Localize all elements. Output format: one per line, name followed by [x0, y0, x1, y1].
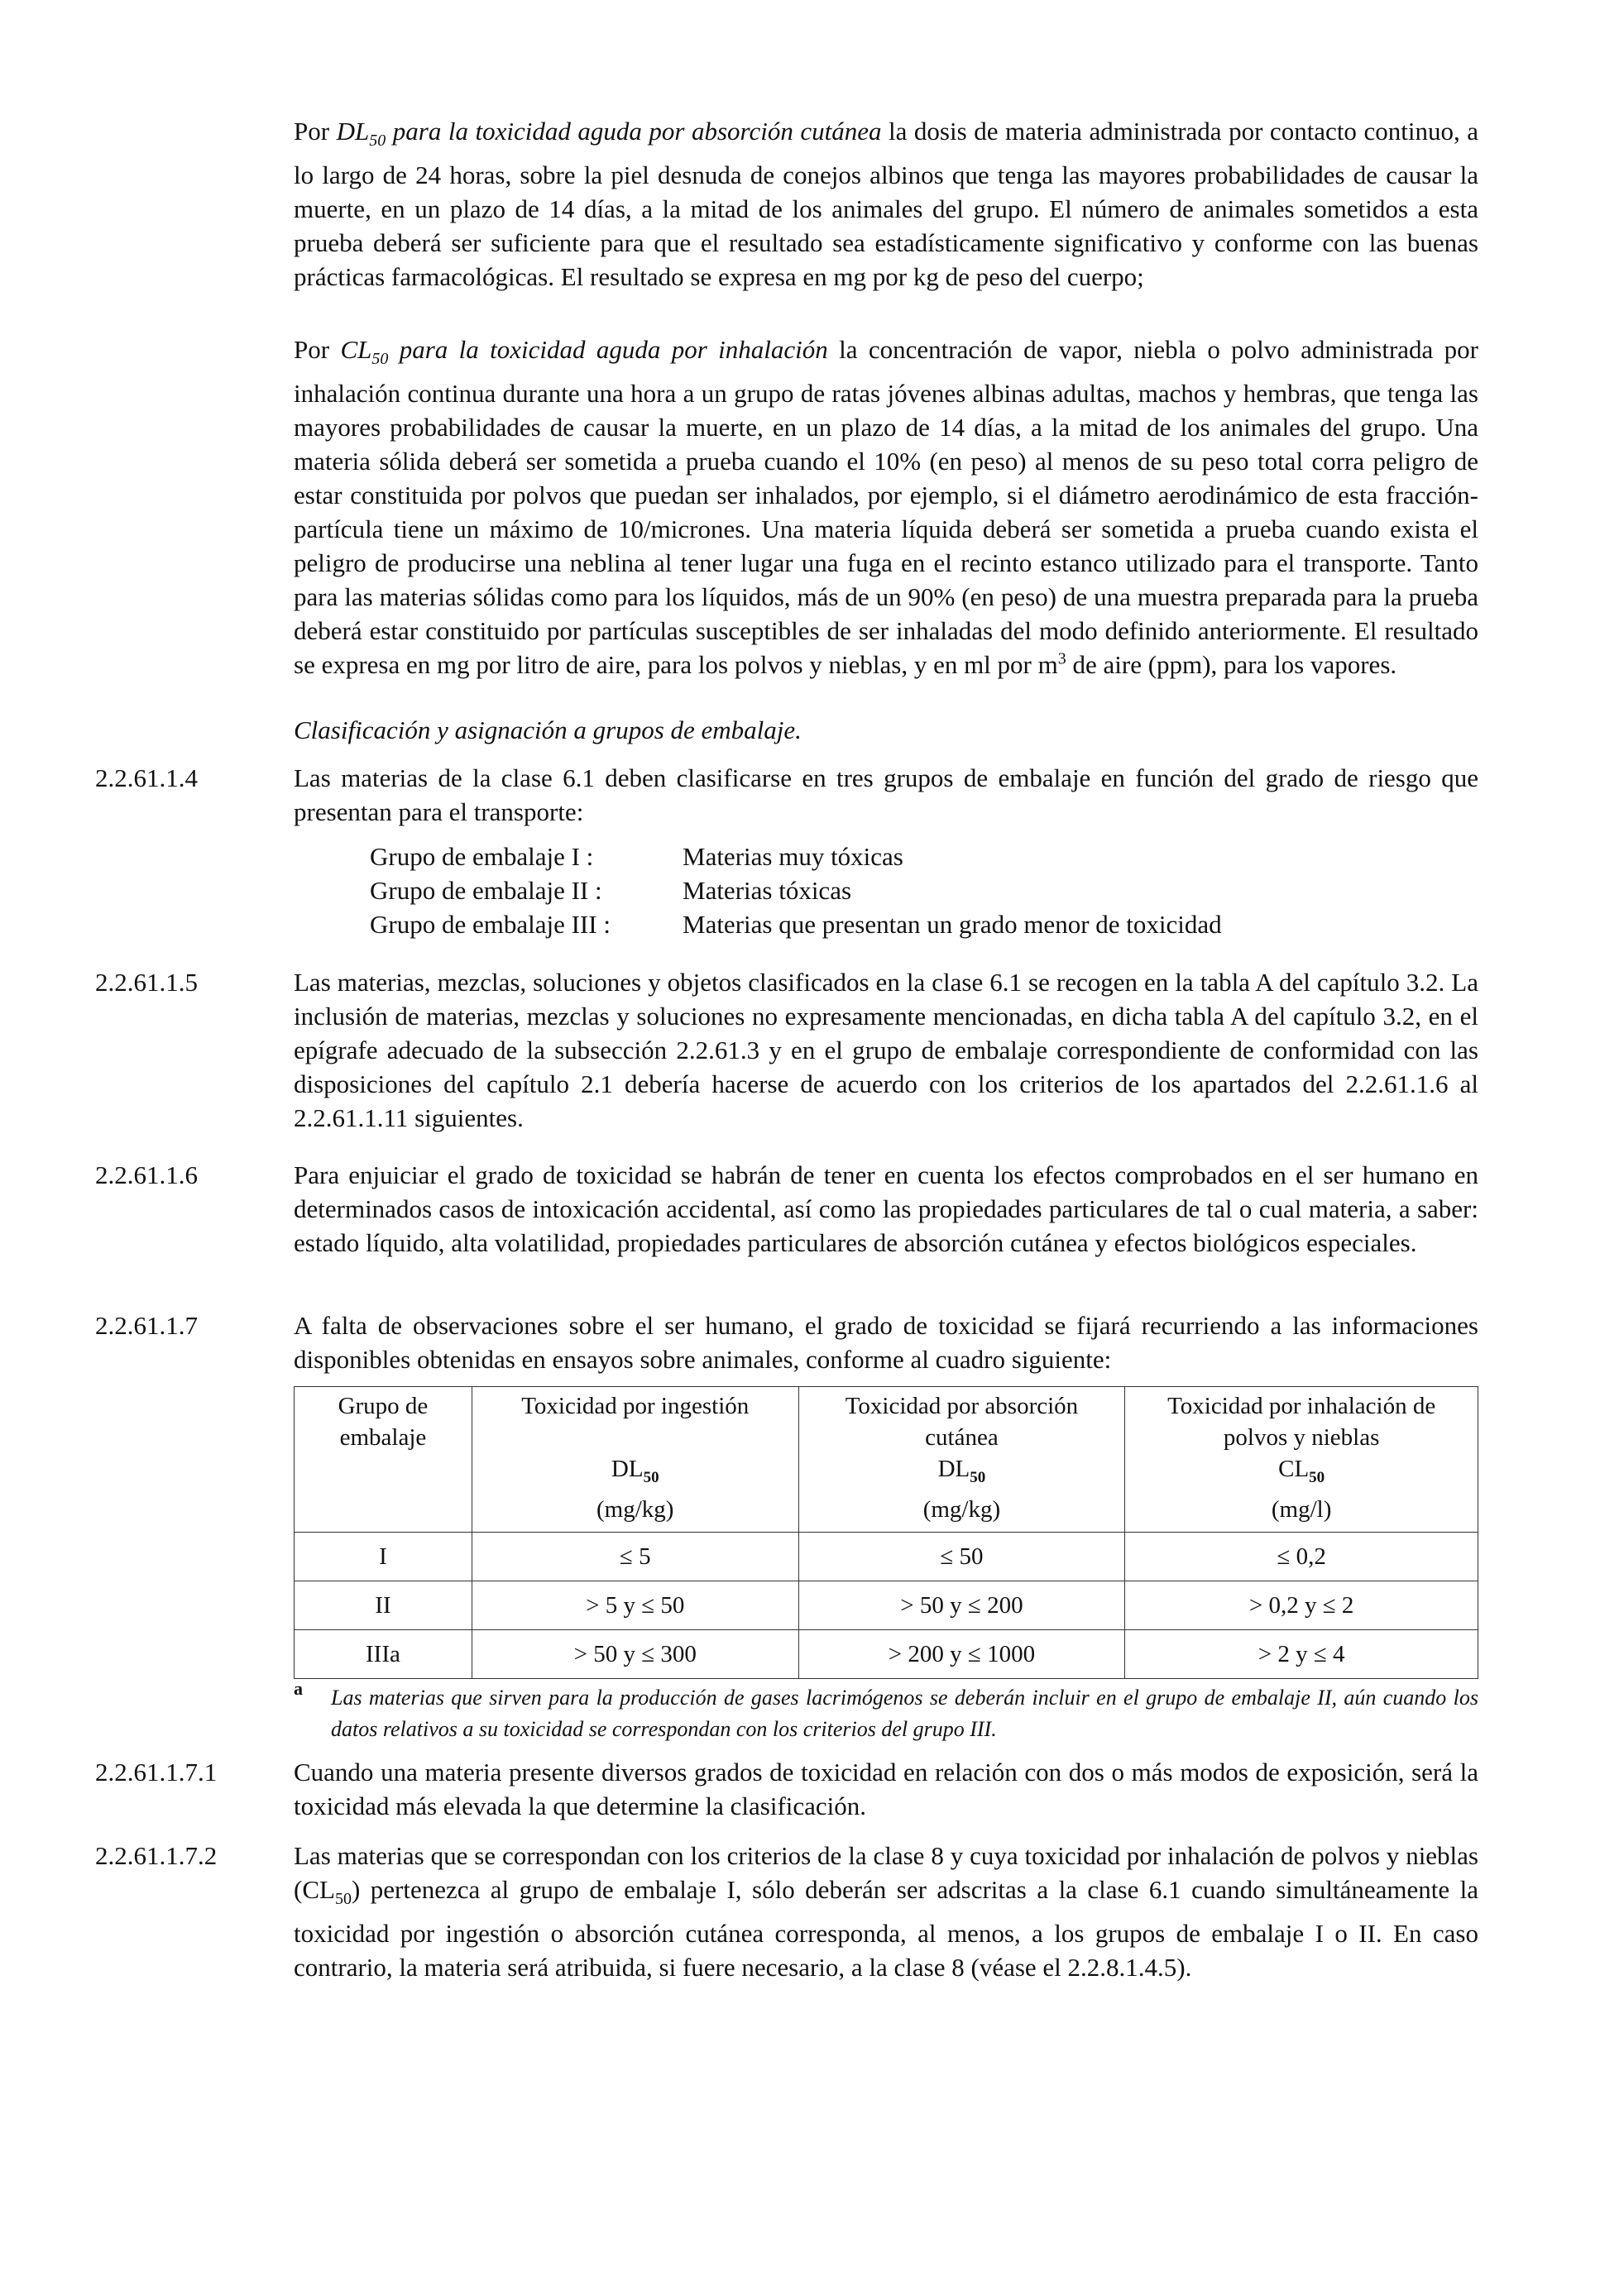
section-number: 2.2.61.1.4 [95, 763, 198, 792]
term-subscript: 50 [369, 132, 386, 151]
measure-subscript: 50 [1309, 1468, 1325, 1486]
section-number: 2.2.61.1.7.2 [95, 1841, 218, 1870]
cell-dermal: ≤ 50 [798, 1532, 1125, 1581]
packing-group-description: Materias muy tóxicas [683, 842, 903, 871]
term-symbol: CL [340, 335, 372, 364]
term-title: para la toxicidad aguda por inhalación [388, 335, 828, 364]
section-subheading: Clasificación y asignación a grupos de embalaje. [294, 715, 802, 744]
table-row [295, 1581, 1478, 1629]
measure-subscript: 50 [970, 1468, 986, 1486]
header-unit: (mg/l) [1271, 1495, 1332, 1523]
section-text: Las materias de la clase 6.1 deben clasificarse en tres grupos de embalaje en función del grado de riesgo que presentan para el transporte: [294, 763, 1478, 826]
table-footnote: Las materias que sirven para la producción de gases lacrimógenos se deberán incluir en el grupo de embalaje II, aún cuando los datos relativos a su toxicidad se correspondan con los criterios del grupo III. [331, 1686, 1478, 1741]
measure-symbol: DL [937, 1456, 970, 1482]
measure-subscript: 50 [643, 1468, 659, 1486]
section-text [294, 1839, 1478, 1984]
section-text: Cuando una materia presente diversos grados de toxicidad en relación con dos o más modos de exposición, será la toxicidad más elevada la que determine la clasificación. [294, 1758, 1478, 1820]
section-text-part: ) pertenezca al grupo de embalaje I, sólo deberán ser adscritas a la clase 6.1 cuando simultáneamente la toxicidad por ingestión o absorción cutánea corresponda, al menos, a los grupos de embalaje I o II. En caso contrario, la materia será atribuida, si fuere necesario, a la clase 8 (véase el 2.2.8.1.4.5). [294, 1875, 1478, 1983]
packing-group-description: Materias tóxicas [683, 876, 852, 905]
term-symbol: DL [336, 117, 370, 146]
packing-group-label: Grupo de embalaje II : [370, 876, 602, 905]
packing-group-row [370, 873, 1222, 907]
definition-dl50 [294, 114, 1478, 294]
packing-group-label: Grupo de embalaje III : [370, 910, 611, 939]
measure-symbol: CL [1278, 1456, 1310, 1482]
cell-inhalation: ≤ 0,2 [1125, 1532, 1478, 1581]
definition-cl50 [294, 332, 1478, 682]
header-measure [1132, 1453, 1471, 1494]
section-text: Las materias, mezclas, soluciones y objetos clasificados en la clase 6.1 se recogen en la tabla A del capítulo 3.2. La inclusión de materias, mezclas y soluciones no expresamente mencionadas, en dicha tabla A del capítulo 3.2, en el epígrafe adecuado de la subsección 2.2.61.3 y en el grupo de embalaje correspondiente de conformidad con las disposiciones del capítulo 2.1 debería hacerse de acuerdo con los criterios de los apartados del 2.2.61.1.6 al 2.2.61.1.11 siguientes. [294, 968, 1478, 1132]
table-header-row [295, 1387, 1478, 1533]
section-number: 2.2.61.1.6 [95, 1160, 198, 1189]
section-text: Para enjuiciar el grado de toxicidad se habrán de tener en cuenta los efectos comprobados en el ser humano en determinados casos de intoxicación accidental, así como las propiedades particulares de tal o cual materia, a saber: estado líquido, alta volatilidad, propiedades particulares de absorción cutánea y efectos biológicos especiales. [294, 1160, 1478, 1257]
toxicity-criteria-table [294, 1386, 1478, 1679]
cell-inhalation: > 2 y ≤ 4 [1125, 1629, 1478, 1678]
definition-term [340, 335, 828, 369]
superscript: 3 [1057, 649, 1066, 668]
packing-group-row [370, 839, 1222, 873]
header-line: Toxicidad por ingestión [521, 1393, 750, 1419]
packing-group-description: Materias que presentan un grado menor de toxicidad [683, 910, 1222, 939]
header-measure [479, 1453, 792, 1494]
cell-dermal: > 50 y ≤ 200 [798, 1581, 1125, 1629]
section-text-part: Las materias que se correspondan con los criterios de la clase 8 y cuya toxicidad por inhalación de polvos y nieblas (CL [294, 1841, 1478, 1904]
table-row [295, 1532, 1478, 1581]
definition-lead: Por [294, 117, 337, 146]
packing-group-row [370, 907, 1222, 941]
section-number: 2.2.61.1.7.1 [95, 1758, 218, 1787]
cell-packing-group: IIIa [295, 1629, 472, 1678]
header-oral-toxicity [472, 1387, 798, 1533]
definition-text: la dosis de materia administrada por contacto continuo, a lo largo de 24 horas, sobre la piel desnuda de conejos albinos que tenga las mayores probabilidades de causar la muerte, en un plazo de 14 días, a la mitad de los animales del grupo. El número de animales sometidos a esta prueba deberá ser suficiente para que el resultado sea estadísticamente significativo y conforme con las buenas prácticas farmacológicas. El resultado se expresa en mg por kg de peso del cuerpo; [294, 117, 1478, 292]
packing-group-list [370, 839, 1222, 941]
term-title: para la toxicidad aguda por absorción cutánea [386, 117, 882, 146]
cell-inhalation: > 0,2 y ≤ 2 [1125, 1581, 1478, 1629]
cell-packing-group: II [295, 1581, 472, 1629]
table-row [295, 1629, 1478, 1678]
definition-term [336, 117, 882, 151]
header-line: Toxicidad por absorción [845, 1393, 1079, 1419]
measure-symbol: DL [611, 1456, 644, 1482]
header-line: cutánea [925, 1424, 999, 1451]
header-line: Grupo de [338, 1393, 429, 1419]
section-number: 2.2.61.1.5 [95, 968, 198, 997]
cell-oral: ≤ 5 [472, 1532, 798, 1581]
header-dermal-toxicity [798, 1387, 1125, 1533]
header-line: Toxicidad por inhalación de [1167, 1393, 1436, 1419]
cell-packing-group: I [295, 1532, 472, 1581]
subscript: 50 [334, 1890, 352, 1909]
header-line: embalaje [339, 1424, 427, 1451]
term-subscript: 50 [371, 350, 389, 369]
cell-oral: > 50 y ≤ 300 [472, 1629, 798, 1678]
definition-text: la concentración de vapor, niebla o polvo administrada por inhalación continua durante una hora a un grupo de ratas jóvenes albinas adultas, machos y hembras, que tenga las mayores probabilidades de causar la muerte, en un plazo de 14 días, a la mitad de los animales del grupo. Una materia sólida deberá ser sometida a prueba cuando el 10% (en peso) al menos de su peso total corra peligro de estar constituida por polvos que puedan ser inhalados, por ejemplo, si el diámetro aerodinámico de esta fracción-partícula tiene un máximo de 10/micrones. Una materia líquida deberá ser sometida a prueba cuando exista el peligro de producirse una neblina al tener lugar una fuga en el recinto estanco utilizado para el transporte. Tanto para las materias sólidas como para los líquidos, más de un 90% (en peso) de una muestra preparada para la prueba deberá estar constituido por partículas susceptibles de ser inhaladas del modo definido anteriormente. El resultado se expresa en mg por litro de aire, para los polvos y nieblas, y en ml por m [294, 335, 1478, 680]
header-measure [806, 1453, 1119, 1494]
header-packing-group [295, 1387, 472, 1533]
cell-oral: > 5 y ≤ 50 [472, 1581, 798, 1629]
packing-group-label: Grupo de embalaje I : [370, 842, 594, 871]
header-inhalation-toxicity [1125, 1387, 1478, 1533]
header-unit: (mg/kg) [596, 1495, 674, 1523]
footnote-marker: a [294, 1678, 303, 1699]
cell-dermal: > 200 y ≤ 1000 [798, 1629, 1125, 1678]
definition-lead: Por [294, 335, 341, 364]
header-unit: (mg/kg) [922, 1495, 1001, 1523]
header-line: polvos y nieblas [1223, 1424, 1380, 1451]
section-number: 2.2.61.1.7 [95, 1311, 198, 1340]
definition-text-tail: de aire (ppm), para los vapores. [1066, 650, 1397, 680]
section-text: A falta de observaciones sobre el ser humano, el grado de toxicidad se fijará recurriendo a las informaciones disponibles obtenidas en ensayos sobre animales, conforme al cuadro siguiente: [294, 1311, 1478, 1374]
